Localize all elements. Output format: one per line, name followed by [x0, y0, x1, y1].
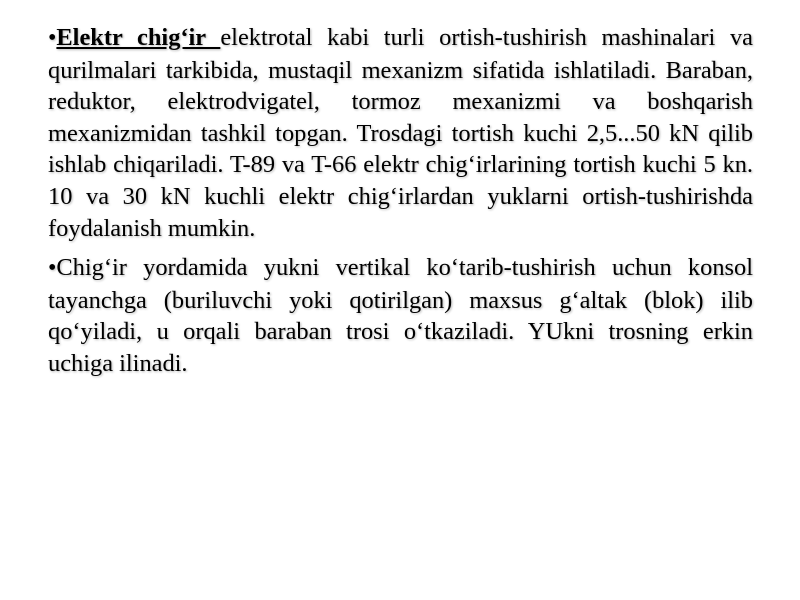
slide-body	[48, 22, 753, 388]
term-heading: Elektr chig‘ir	[56, 24, 221, 51]
bullet-paragraph-2	[48, 252, 753, 379]
paragraph-text: elektrotal kabi turli ortish-tushirish mashinalari va qurilmalari tarkibida, mustaqil mexanizm sifatida ishlatiladi. Baraban, reduktor, elektrodvigatel, tormoz mexanizmi va boshqarish mexanizmidan tashkil topgan. Trosdagi tortish kuchi 2,5...50 kN qilib ishlab chiqariladi. T-89 va T-66 elektr chig‘irlarining tortish kuchi 5 kn. 10 va 30 kN kuchli elektr chig‘irlardan yuklarni ortish-tushirishda foydalanish mumkin.	[48, 24, 753, 242]
bullet-paragraph-1	[48, 22, 753, 244]
paragraph-text: Chig‘ir yordamida yukni vertikal ko‘tarib-tushirish uchun konsol tayanchga (buriluvchi yoki qotirilgan) maxsus g‘altak (blok) ilib qo‘yiladi, u orqali baraban trosi o‘tkaziladi. YUkni trosning erkin uchiga ilinadi.	[48, 254, 753, 377]
bullet-marker: •	[48, 255, 57, 282]
bullet-marker: •	[48, 25, 57, 51]
